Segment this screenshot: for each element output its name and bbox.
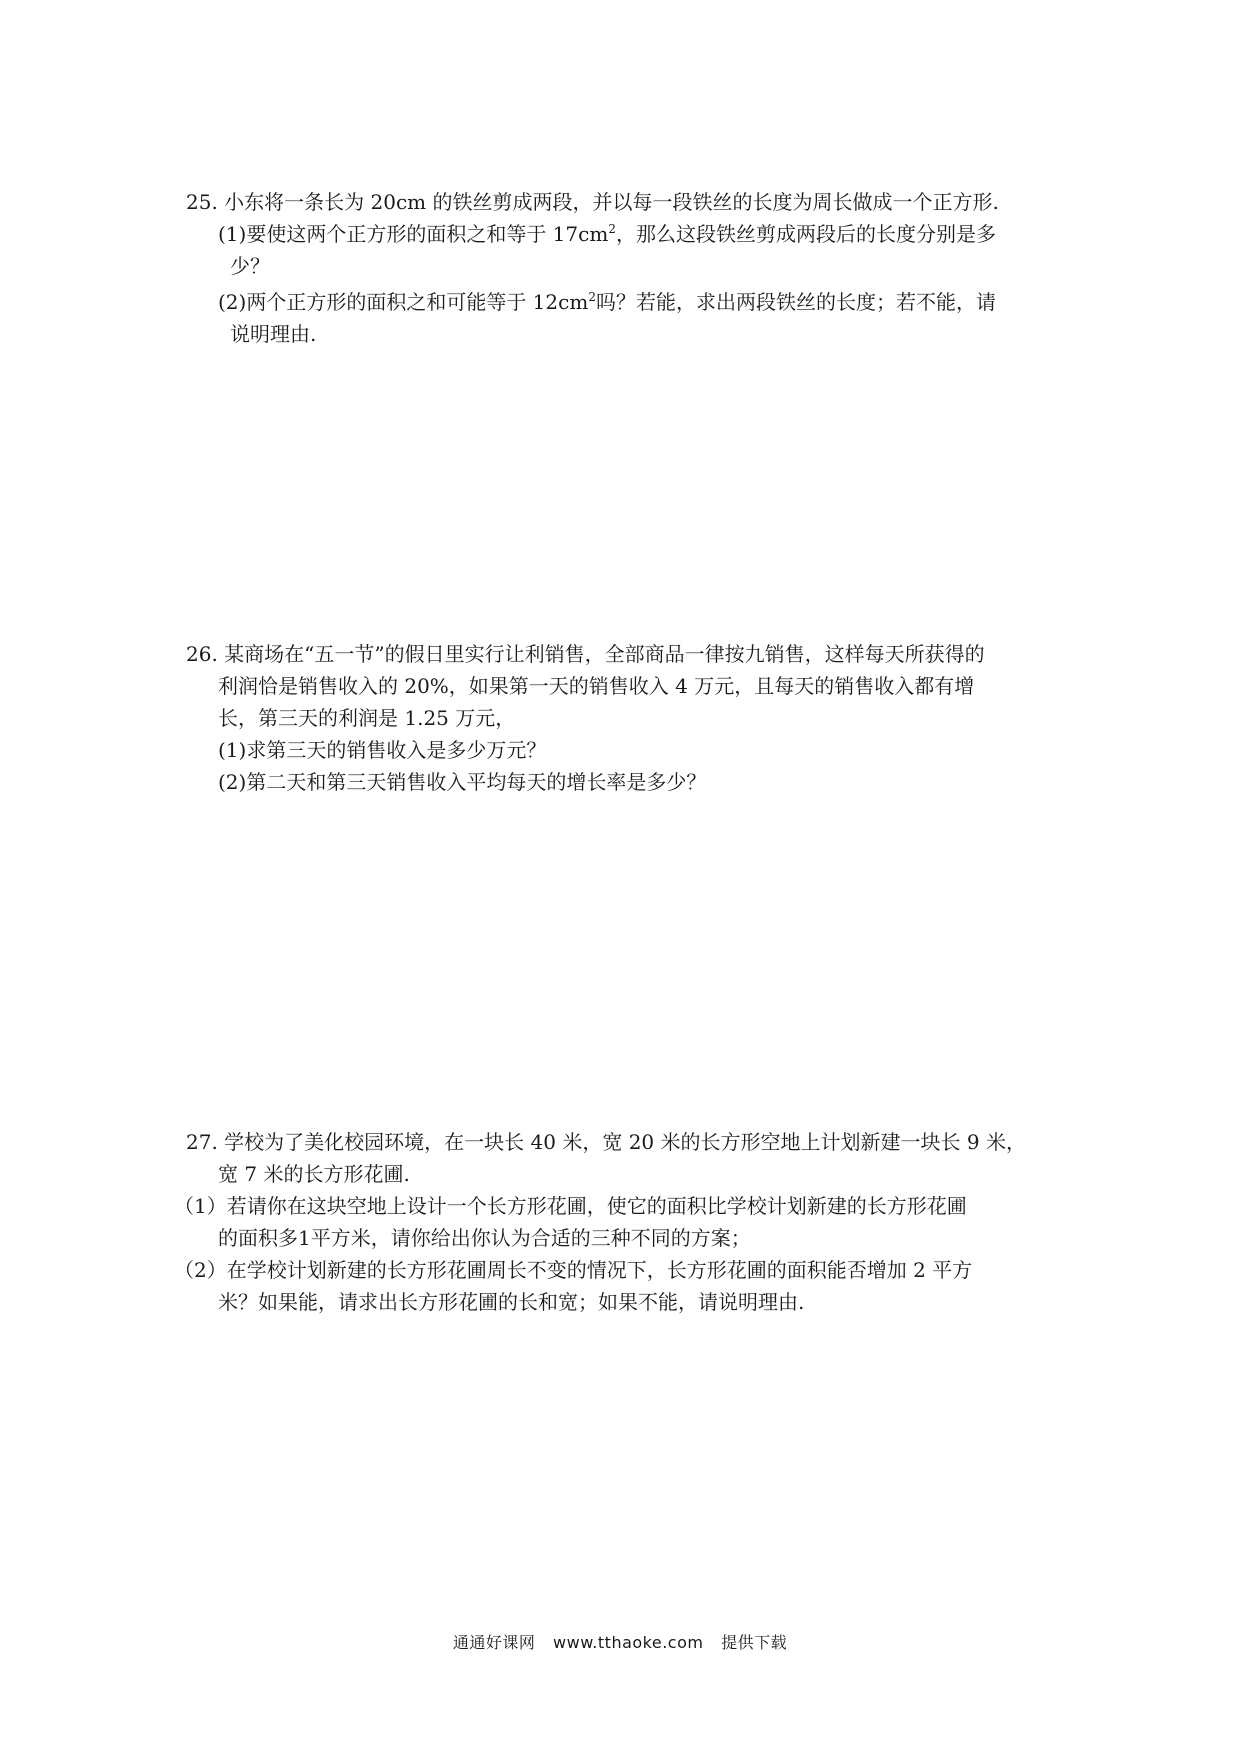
problem-25-q1-superscript: 2 <box>608 222 616 236</box>
problem-26-stem-text-1: 某商场在“五一节”的假日里实行让利销售，全部商品一律按九销售，这样每天所获得的 <box>224 642 985 666</box>
problem-25-q1-text-a: (1)要使这两个正方形的面积之和等于 17cm <box>218 222 609 246</box>
problem-26 <box>186 638 1066 798</box>
problem-25-q2 <box>186 286 1066 318</box>
problem-27-stem-line-1 <box>186 1126 1066 1158</box>
problem-27-number: 27. <box>186 1130 218 1154</box>
problem-25-q2-text-b: 吗？若能，求出两段铁丝的长度；若不能，请 <box>595 290 996 314</box>
problem-25 <box>186 186 1066 350</box>
problem-27-q1-line-2: 的面积多1平方米，请你给出你认为合适的三种不同的方案； <box>218 1226 751 1250</box>
problem-27-stem-text-1: 学校为了美化校园环境，在一块长 40 米，宽 20 米的长方形空地上计划新建一块长 9 米， <box>224 1130 1026 1154</box>
problem-26-q2: (2)第二天和第三天销售收入平均每天的增长率是多少？ <box>218 770 707 794</box>
problem-25-stem-text: 小东将一条长为 20cm 的铁丝剪成两段，并以每一段铁丝的长度为周长做成一个正方形. <box>224 190 999 214</box>
page-footer <box>0 1630 1240 1653</box>
footer-url[interactable]: www.tthaoke.com <box>553 1633 704 1652</box>
problem-26-stem-line-1 <box>186 638 1066 670</box>
problem-25-number: 25. <box>186 190 218 214</box>
problem-25-q2-cont: 说明理由. <box>230 322 317 346</box>
problem-27-stem-line-2: 宽 7 米的长方形花圃. <box>218 1162 410 1186</box>
problem-25-q2-text-a: (2)两个正方形的面积之和可能等于 12cm <box>218 290 589 314</box>
problem-25-stem <box>186 186 1066 218</box>
problem-25-q1-text-b: ，那么这段铁丝剪成两段后的长度分别是多 <box>615 222 996 246</box>
problem-25-q1 <box>186 218 1066 250</box>
problem-25-q1-cont: 少？ <box>230 254 270 278</box>
problem-26-stem-line-3: 长，第三天的利润是 1.25 万元， <box>218 706 516 730</box>
problem-25-q2-superscript: 2 <box>588 290 596 304</box>
problem-27-q2-line-2: 米？如果能，请求出长方形花圃的长和宽；如果不能，请说明理由. <box>218 1290 805 1314</box>
problem-27-q1-line-1: （1）若请你在这块空地上设计一个长方形花圃，使它的面积比学校计划新建的长方形花圃 <box>174 1194 967 1218</box>
problem-27 <box>174 1126 1066 1318</box>
problem-26-number: 26. <box>186 642 218 666</box>
footer-site-name: 通通好课网 <box>452 1633 536 1652</box>
problem-26-q1: (1)求第三天的销售收入是多少万元？ <box>218 738 547 762</box>
footer-suffix: 提供下载 <box>721 1633 788 1652</box>
problem-26-stem-line-2: 利润恰是销售收入的 20%，如果第一天的销售收入 4 万元，且每天的销售收入都有增 <box>218 674 975 698</box>
problem-27-q2-line-1: （2）在学校计划新建的长方形花圃周长不变的情况下，长方形花圃的面积能否增加 2 平方 <box>174 1258 973 1282</box>
